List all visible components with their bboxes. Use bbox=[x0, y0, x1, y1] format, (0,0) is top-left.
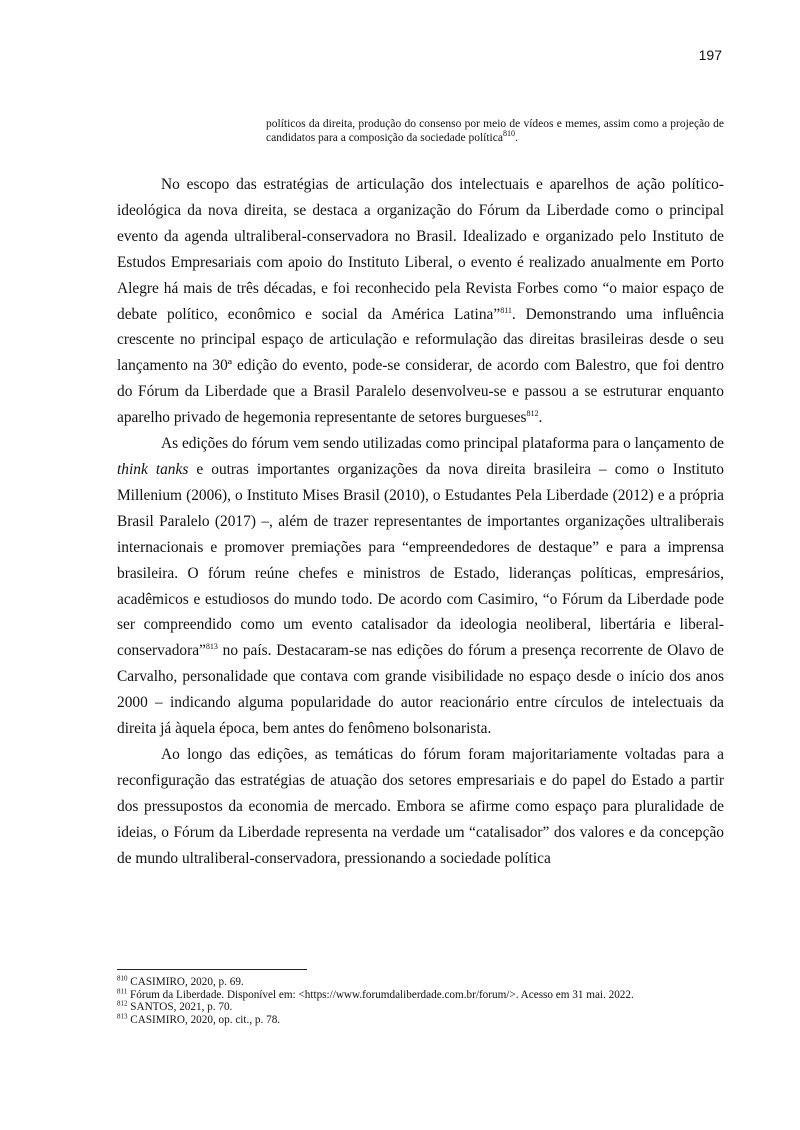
footnote-number: 810 bbox=[117, 974, 128, 983]
footnote-number: 811 bbox=[117, 986, 128, 995]
paragraph-1 bbox=[117, 172, 724, 431]
paragraph-1-part-a: No escopo das estratégias de articulação dos intelectuais e aparelhos de ação político-ideológica da nova direita, se destaca a organização do Fórum da Liberdade como o principal evento da agenda ultraliberal-conservadora no Brasil. Idealizado e organizado pelo Instituto de Estudos Empresariais com apoio do Instituto Liberal, o evento é realizado anualmente em Porto Alegre há mais de três décadas, e foi reconhecido pela Revista Forbes como “o maior espaço de debate político, econômico e social da América Latina” bbox=[117, 176, 724, 323]
quote-text: políticos da direita, produção do consenso por meio de vídeos e memes, assim como a projeção de candidatos para a composição da sociedade política bbox=[266, 118, 724, 144]
paragraph-3 bbox=[117, 742, 724, 872]
paragraph-2 bbox=[117, 431, 724, 742]
footnote-text: CASIMIRO, 2020, op. cit., p. 78. bbox=[130, 1013, 281, 1026]
footnote-text: Fórum da Liberdade. Disponível em: <https://www.forumdaliberdade.com.br/forum/>. Acesso em 31 mai. 2022. bbox=[127, 988, 634, 1001]
body-text bbox=[117, 172, 724, 871]
paragraph-1-part-c: . bbox=[538, 409, 543, 427]
page-number: 197 bbox=[698, 47, 722, 63]
footnote-813 bbox=[117, 1014, 724, 1027]
paragraph-2-part-a: As edições do fórum vem sendo utilizadas como principal plataforma para o lançamento de bbox=[161, 435, 724, 453]
footnote-811 bbox=[117, 986, 724, 1002]
footnote-ref-810[interactable]: 810 bbox=[502, 129, 515, 139]
block-quote-continuation bbox=[266, 117, 724, 145]
footnotes bbox=[117, 976, 724, 1026]
paragraph-3-text: Ao longo das edições, as temáticas do fórum foram majoritariamente voltadas para a reconfiguração das estratégias de atuação dos setores empresariais e do papel do Estado a partir dos pressupostos da economia de mercado. Embora se afirme como espaço para pluralidade de ideias, o Fórum da Liberdade representa na verdade um “catalisador” dos valores e da concepção de mundo ultraliberal-conservadora, pressionando a sociedade política bbox=[117, 745, 724, 867]
footnote-number: 812 bbox=[117, 999, 128, 1008]
paragraph-2-italic-term: think tanks bbox=[117, 460, 189, 478]
footnote-text: CASIMIRO, 2020, p. 69. bbox=[130, 976, 244, 988]
footnote-810 bbox=[117, 976, 724, 989]
footnote-number: 813 bbox=[117, 1012, 128, 1021]
footnote-ref-813[interactable]: 813 bbox=[205, 642, 218, 652]
footnote-separator bbox=[117, 969, 307, 970]
quote-end: . bbox=[514, 132, 518, 144]
footnote-text: SANTOS, 2021, p. 70. bbox=[130, 1001, 233, 1014]
footnote-ref-812[interactable]: 812 bbox=[526, 409, 539, 419]
paragraph-2-part-b: e outras importantes organizações da nova direita brasileira – como o Instituto Millenium (2006), o Instituto Mises Brasil (2010), o Estudantes Pela Liberdade (2012) e a própria Brasil Paralelo (2017) –, além de trazer representantes de importantes organizações ultraliberais internacionais e promover premiações para “empreendedores de destaque” e para a imprensa brasileira. O fórum reúne chefes e ministros de Estado, lideranças políticas, empresários, acadêmicos e estudiosos do mundo todo. De acordo com Casimiro, “o Fórum da Liberdade pode ser compreendido como um evento catalisador da ideologia neoliberal, libertária e liberal-conservadora” bbox=[117, 460, 725, 660]
footnote-ref-811[interactable]: 811 bbox=[500, 305, 512, 315]
paragraph-1-part-b: . Demonstrando uma influência crescente no principal espaço de articulação e reformulação das direitas brasileiras desde o seu lançamento na 30ª edição do evento, pode-se considerar, de acordo com Balestro, que foi dentro do Fórum da Liberdade que a Brasil Paralelo desenvolveu-se e passou a se estruturar enquanto aparelho privado de hegemonia representante de setores burgueses bbox=[117, 305, 724, 427]
paragraph-2-part-c: no país. Destacaram-se nas edições do fórum a presença recorrente de Olavo de Carvalho, personalidade que contava com grande visibilidade no espaço desde o início dos anos 2000 – indicando alguma popularidade do autor reacionário entre círculos de intelectuais da direita já àquela época, bem antes do fenômeno bolsonarista. bbox=[117, 642, 724, 738]
footnote-812 bbox=[117, 1001, 724, 1014]
